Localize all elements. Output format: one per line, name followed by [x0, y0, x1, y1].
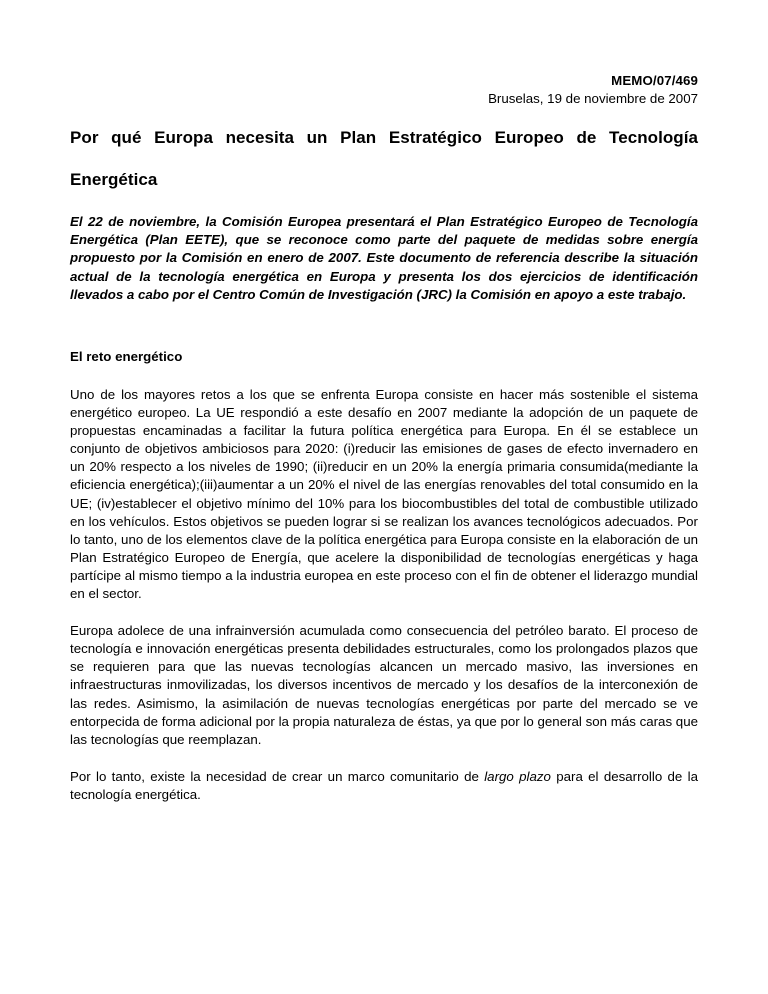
- paragraph-3-emphasis: largo plazo: [484, 768, 551, 784]
- paragraph-3-text-before: Por lo tanto, existe la necesidad de crear un marco comunitario de: [70, 768, 485, 784]
- body-paragraph-2: Europa adolece de una infrainversión acumulada como consecuencia del petróleo barato. El proceso de tecnología e innovación energéticas presenta debilidades estructurales, como los prolongados plazos que se requieren para que las nuevas tecnologías alcancen un mercado masivo, las inversiones en infraestructuras inmovilizadas, los diversos incentivos de mercado y los desafíos de la interconexión de las redes. Asimismo, la asimilación de nuevas tecnologías energéticas por parte del mercado se ve entorpecida de forma adicional por la propia naturaleza de éstas, ya que por lo general son más caras que las tecnologías que reemplazan.: [70, 623, 698, 747]
- page-title-line-2: Energética: [70, 170, 158, 189]
- page-title: [70, 127, 698, 190]
- paragraph-3-text-after: para el desarrollo de la tecnología energética.: [70, 768, 699, 802]
- body-paragraph-1: Uno de los mayores retos a los que se enfrenta Europa consiste en hacer más sostenible el sistema energético europeo. La UE respondió a este desafío en 2007 mediante la adopción de un paquete de propuestas encaminadas a facilitar la futura política energética para Europa. En él se establece un conjunto de objetivos ambiciosos para 2020: (i)reducir las emisiones de gases de efecto invernadero en un 20% respecto a los niveles de 1990; (ii)reducir en un 20% la energía primaria consumida(mediante la eficiencia energética);(iii)aumentar a un 20% el nivel de las energías renovables del total consumido en la UE; (iv)establecer el objetivo mínimo del 10% para los biocombustibles del total de combustible utilizado en los vehículos. Estos objetivos se pueden lograr si se realizan los avances tecnológicos adecuados. Por lo tanto, uno de los elementos clave de la política energética para Europa consiste en la elaboración de un Plan Estratégico Europeo de Energía, que acelere la disponibilidad de tecnologías energéticas y haga partícipe al mismo tiempo a la industria europea en este proceso con el fin de obtener el liderazgo mundial en el sector.: [70, 387, 698, 602]
- section-heading-el-reto-energetico: El reto energético: [70, 349, 183, 365]
- lead-paragraph: El 22 de noviembre, la Comisión Europea presentará el Plan Estratégico Europeo de Tecnología Energética (Plan EETE), que se reconoce como parte del paquete de medidas sobre energía propuesto por la Comisión en enero de 2007. Este documento de referencia describe la situación actual de la tecnología energética en Europa y presenta los dos ejercicios de identificación llevados a cabo por el Centro Común de Investigación (JRC) la Comisión en apoyo a este trabajo.: [70, 214, 698, 302]
- document-content: [70, 0, 698, 804]
- memo-reference: MEMO/07/469: [611, 73, 698, 88]
- document-header: [70, 72, 698, 108]
- body-paragraph-3: [70, 768, 698, 804]
- memo-place-and-date: Bruselas, 19 de noviembre de 2007: [488, 91, 698, 106]
- page-title-line-1: Por qué Europa necesita un Plan Estratégico Europeo de Tecnología: [70, 128, 698, 147]
